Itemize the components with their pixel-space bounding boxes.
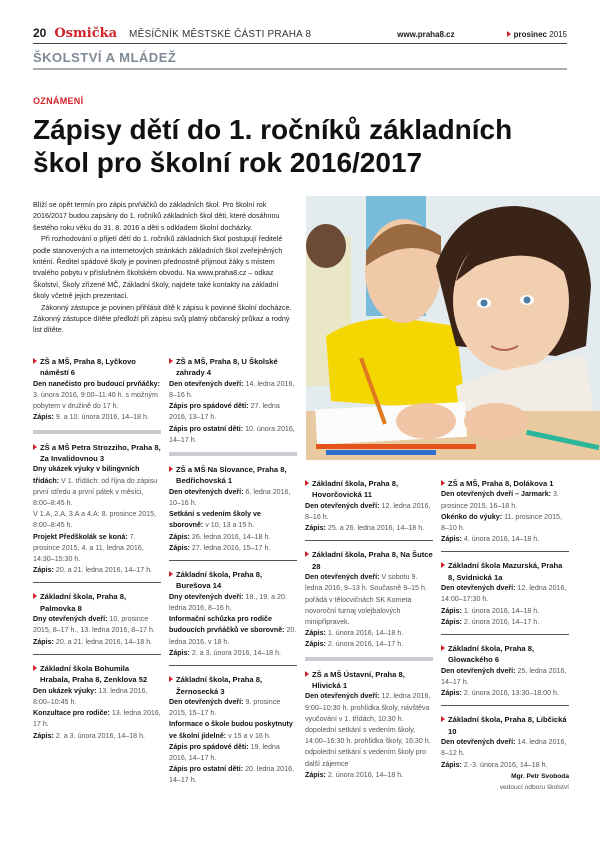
entry-line: Zápis: 20. a 21. ledna 2016, 14–17 h. [33, 566, 153, 575]
school-name: ZŠ a MŠ Ústavní, Praha 8, Hlivická 1 [305, 669, 433, 692]
entry-line: V 1.A, 2.A, 3.A a 4.A: 8. prosince 2015, 8:00–8:45 h. [33, 510, 157, 530]
entry-line: Den otevřených dveří: V sobotu 9. ledna 2016, 9–13 h. Současně 9–15 h. pořádá v tělocvičnách SK Kometa novoroční turnaj volejbalových minipřípravek. [305, 573, 427, 627]
school-name: Základní škola, Praha 8, Žernosecká 3 [169, 674, 297, 697]
triangle-bullet-icon [507, 31, 511, 37]
entry-line: Den otevřených dveří – Jarmark: 3. prosince 2015, 16–18 h. [441, 490, 559, 510]
school-entry [33, 591, 161, 654]
triangle-bullet-icon [169, 358, 173, 364]
entry-line: Zápis pro ostatní děti: 10. února 2016, 14–17 h. [169, 424, 295, 444]
school-name: ZŠ a MŠ Na Slovance, Praha 8, Bedřichovská 1 [169, 464, 297, 487]
entry-line: Konzultace pro rodiče: 13. ledna 2016, 17 h. [33, 709, 161, 729]
school-entry [441, 478, 569, 552]
photo-illustration [306, 196, 600, 460]
entry-line: Zápis pro spádové děti: 27. ledna 2016, 13–17 h. [169, 402, 280, 422]
entry-line: Okénko do výuky: 11. prosince 2015, 8–10 h. [441, 512, 562, 533]
entry-line: Zápis pro spádové děti: 19. ledna 2016, 14–17 h. [169, 742, 280, 762]
triangle-bullet-icon [33, 358, 37, 364]
school-entry [33, 663, 161, 748]
children-drawing-photo [306, 196, 600, 460]
school-name: Základní škola, Praha 8, Na Šutce 28 [305, 549, 433, 572]
entry-line: Dny ukázek výuky v bilingvních třídách: V 1. třídách: od října do zápisu první středu a první pátek v měsíci, 8:00–8:45 h. [33, 465, 158, 508]
entry-line: Den nanečisto pro budoucí prvňáčky: 3. února 2016, 9:00–11:40 h. s možným pobytem v družině do 17 h. [33, 379, 160, 411]
school-entry [33, 442, 161, 584]
triangle-bullet-icon [441, 645, 445, 651]
school-entry [33, 356, 161, 434]
column-4 [441, 478, 569, 807]
entry-line: Den otevřených dveří: 12. ledna 2016, 8–16 h. [305, 501, 431, 522]
school-name: Základní škola, Praha 8, Libčická 10 [441, 714, 569, 737]
article-kicker: OZNÁMENÍ [33, 96, 84, 106]
entry-line: Den otevřených dveří: 9. prosince 2015, 15–17 h. [169, 697, 281, 718]
school-name: ZŠ a MŠ, Praha 8, Dolákova 1 [441, 478, 569, 489]
entry-line: Zápis: 25. a 26. ledna 2016, 14–18 h. [305, 524, 425, 533]
triangle-bullet-icon [33, 593, 37, 599]
school-name: Základní škola, Praha 8, Glowackého 6 [441, 643, 569, 666]
issue-date: prosinec 2015 [507, 30, 567, 39]
author-name: Mgr. Petr Svoboda [511, 772, 569, 780]
triangle-bullet-icon [169, 466, 173, 472]
triangle-bullet-icon [33, 444, 37, 450]
school-entry [441, 560, 569, 635]
entry-line: Zápis: 1. února 2016, 14–18 h. [305, 629, 404, 638]
school-entry [441, 714, 569, 798]
column-3 [305, 478, 433, 795]
entry-line: Zápis: 2. února 2016, 13:30–18:00 h. [441, 689, 559, 698]
entry-line: Den otevřených dveří: 6. ledna 2016, 10–16 h. [169, 487, 291, 508]
triangle-bullet-icon [305, 480, 309, 486]
school-name: Základní škola, Praha 8, Burešova 14 [169, 569, 297, 592]
triangle-bullet-icon [169, 676, 173, 682]
entry-line: Den otevřených dveří: 14. ledna 2016, 8–12 h. [441, 738, 567, 758]
school-entry [169, 674, 297, 792]
publication-subtitle: MĚSÍČNÍK MĚSTSKÉ ČÁSTI PRAHA 8 [129, 29, 312, 40]
lead-paragraph: Zákonný zástupce je povinen přihlásit dítě k zápisu k povinné školní docházce. Zákonný zástupce dítěte předloží při zápisu svůj platný občanský průkaz a rodný list dítěte. [33, 302, 292, 335]
entry-line: Zápis: 2. února 2016, 14–17 h. [441, 617, 540, 626]
page-number: 20 [33, 26, 47, 40]
entry-line: Informační schůzka pro rodiče budoucích prvňáčků ve sborovně: 20. ledna 2016, v 18 h. [169, 615, 297, 646]
masthead [33, 26, 567, 44]
school-entry [305, 478, 433, 541]
entry-line: Den ukázek výuky: 13. ledna 2016, 8:00–10:45 h. [33, 686, 148, 706]
triangle-bullet-icon [169, 571, 173, 577]
entry-line: Dny otevřených dveří: 10. prosince 2015, 8–17 h., 13. ledna 2016, 8–17 h. [33, 615, 155, 635]
triangle-bullet-icon [441, 562, 445, 568]
school-name: ZŠ a MŠ, Praha 8, U Školské zahrady 4 [169, 356, 297, 379]
column-1 [33, 356, 161, 756]
school-name: ZŠ a MŠ, Praha 8, Lyčkovo náměstí 6 [33, 356, 161, 379]
entry-line: Zápis: 2. února 2016, 14–18 h. [305, 770, 404, 779]
article-lead [33, 199, 295, 336]
entry-line: Zápis: 9. a 10. února 2016, 14–18 h. [33, 413, 149, 422]
entry-line: Zápis: 2. února 2016, 14–17 h. [305, 640, 404, 649]
entry-line: Informace o škole budou poskytnuty ve školní jídelně: v 15 a v 16 h. [169, 720, 293, 740]
school-entry [169, 569, 297, 666]
entry-line: Zápis: 27. ledna 2016, 15–17 h. [169, 543, 271, 552]
entry-line: Zápis pro ostatní děti: 20. ledna 2016, 14–17 h. [169, 765, 294, 785]
entry-line: Den otevřených dveří: 12. ledna 2016, 14:00–17:30 h. [441, 584, 567, 604]
entry-line: Zápis: 1. února 2016, 14–18 h. [441, 606, 540, 615]
school-entry [305, 549, 433, 660]
triangle-bullet-icon [33, 665, 37, 671]
triangle-bullet-icon [305, 551, 309, 557]
column-2 [169, 356, 297, 801]
entry-line: Zápis: 4. února 2016, 14–18 h. [441, 535, 540, 544]
website-link[interactable]: www.praha8.cz [397, 30, 455, 39]
school-name: ZŠ a MŠ Petra Strozziho, Praha 8, Za Invalidovnou 3 [33, 442, 161, 465]
entry-line: Zápis: 2. a 3. února 2016, 14–18 h. [33, 731, 146, 740]
section-header [33, 49, 567, 70]
lead-paragraph: Blíží se opět termín pro zápis prvňáčků do základních škol. Pro školní rok 2016/2017 budou zapsány do 1. ročníků základních škol děti, které dosáhnou šestého roku věku do 31. 8. 2016 a děti s odkladem školní docházky. [33, 200, 280, 232]
entry-line: Zápis: 26. ledna 2016, 14–18 h. [169, 532, 271, 541]
entry-line: Den otevřených dveří: 25. ledna 2016, 14–17 h. [441, 666, 567, 687]
entry-line: Den otevřených dveří: 14. ledna 2016, 8–16 h. [169, 379, 295, 400]
entry-line: Dny otevřených dveří: 18., 19. a 20. ledna 2016, 8–16 h. [169, 592, 287, 613]
entry-line: Zápis: 20. a 21. ledna 2016, 14–18 h. [33, 637, 153, 646]
entry-line: Zápis: 2. a 3. února 2016, 14–18 h. [169, 648, 282, 657]
triangle-bullet-icon [305, 671, 309, 677]
school-entry [169, 464, 297, 561]
entry-line: Setkání s vedením školy ve sborovně: v 10, 13 a 15 h. [169, 510, 261, 530]
school-name: Základní škola, Praha 8, Palmovka 8 [33, 591, 161, 614]
triangle-bullet-icon [441, 716, 445, 722]
school-name: Základní škola Mazurská, Praha 8, Svidnická 1a [441, 560, 569, 583]
brand-logo: Osmička [54, 26, 118, 41]
school-entry [305, 669, 433, 787]
school-entry [441, 643, 569, 706]
school-entry [169, 356, 297, 456]
triangle-bullet-icon [441, 480, 445, 486]
section-title: ŠKOLSTVÍ A MLÁDEŽ [33, 50, 177, 65]
lead-paragraph: Při rozhodování o přijetí dětí do 1. ročníků základních škol postupují ředitelé podle stanovených a na internetových stránkách základních škol zveřejněných kritérií. Ředitel spádové školy je povinen přednostně přijmout žáky s místem trvalého pobytu v příslušném školském obvodu. Na www.praha8.cz – odkaz Školství, Školy zřízené MČ, Základní školy, najdete také kontakty na základní školy včetně jejich prezentací. [33, 234, 283, 301]
author-role: vedoucí odboru školství [499, 783, 569, 791]
author-signature [441, 771, 569, 793]
school-name: Základní škola Bohumila Hrabala, Praha 8, Zenklova 52 [33, 663, 161, 686]
school-name: Základní škola, Praha 8, Hovorčovická 11 [305, 478, 433, 501]
entry-line: Den otevřených dveří: 12. ledna 2016, 9:00–10:30 h. prohlídka školy, návštěva vyučování v 1. třídách, 10:30 h. dopolední setkání s vedením školy, 14:00–16:30 h. prohlídka školy, 16:30 h. odpolední setkání s vedením školy pro další zájemce [305, 692, 431, 768]
entry-line: Zápis: 2.-3. února 2016, 14–18 h. [441, 760, 548, 769]
article-headline: Zápisy dětí do 1. ročníků základních škol pro školní rok 2016/2017 [33, 114, 513, 178]
entry-line: Projekt Předškolák se koná: 7. prosince 2015, 4. a 11. ledna 2016, 14:30–15:30 h. [33, 532, 144, 564]
